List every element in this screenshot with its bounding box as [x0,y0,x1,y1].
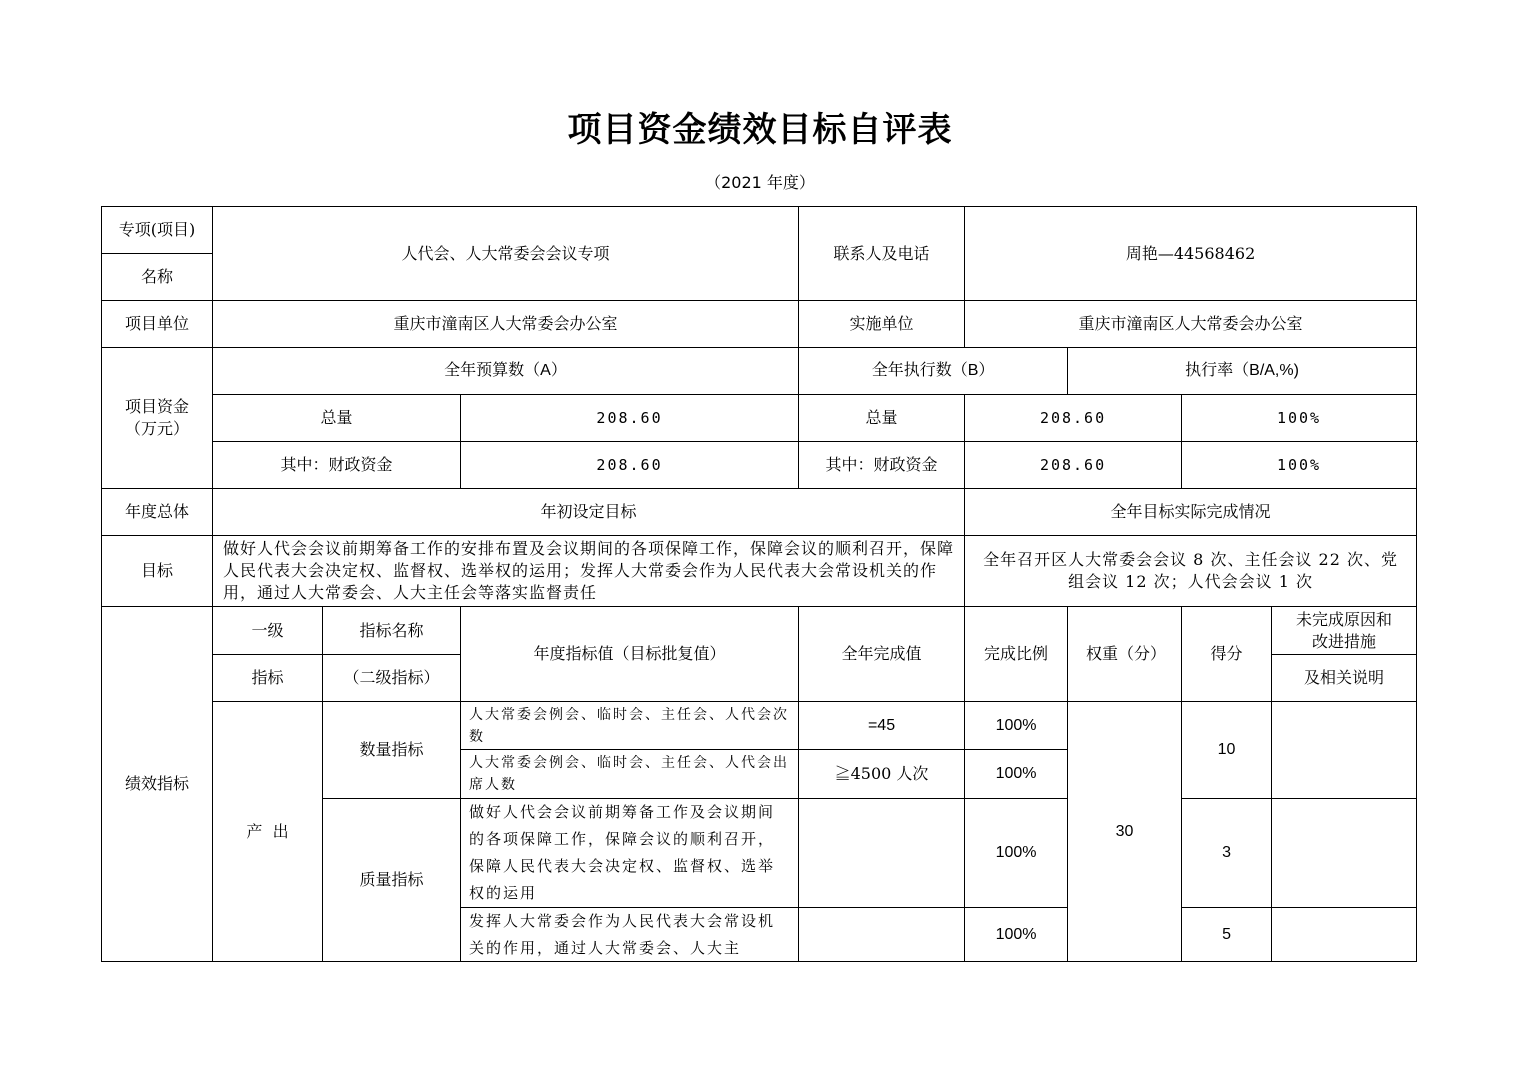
row1-ratio: 100% [965,702,1068,750]
quantity-indicator: 数量指标 [323,702,461,799]
level1-output: 产 出 [213,702,323,962]
reason-header-b: 及相关说明 [1272,655,1417,702]
total-label: 总量 [213,395,461,442]
row2-ratio: 100% [965,750,1068,799]
level1-header-b: 指标 [213,655,323,702]
weight-value: 30 [1068,702,1182,962]
indicator-name-header-a: 指标名称 [323,607,461,655]
row4-target [461,908,799,962]
fiscal-budget: 208.60 [461,442,799,489]
project-unit-label: 项目单位 [102,301,213,348]
quality-indicator: 质量指标 [323,799,461,962]
total-exec: 208.60 [965,395,1182,442]
project-name-value: 人代会、人大常委会会议专项 [213,207,799,301]
row2-completed: ≧4500 人次 [799,750,965,799]
project-name-label-1: 专项(项目) [102,207,213,254]
annual-label-1: 年度总体 [102,489,213,536]
score-header: 得分 [1182,607,1272,702]
ratio-header: 完成比例 [965,607,1068,702]
row4-score: 5 [1182,908,1272,962]
quantity-reason [1272,702,1417,799]
impl-unit-value: 重庆市潼南区人大常委会办公室 [965,301,1417,348]
funds-label: 项目资金（万元） [102,348,213,489]
fiscal-rate: 100% [1182,442,1417,489]
row2-target: 人大常委会例会、临时会、主任会、人代会出席人数 [461,750,799,799]
project-unit-value: 重庆市潼南区人大常委会办公室 [213,301,799,348]
fiscal-exec-label: 其中：财政资金 [799,442,965,489]
exec-header: 全年执行数（B） [799,348,1068,395]
row3-score: 3 [1182,799,1272,908]
annual-actual-text: 全年召开区人大常委会会议 8 次、主任会议 22 次、党组会议 12 次；人代会会议 1 次 [965,536,1417,607]
row4-ratio: 100% [965,908,1068,962]
form-title: 项目资金绩效目标自评表 [567,110,953,150]
row3-reason [1272,799,1417,908]
quantity-score: 10 [1182,702,1272,799]
row4-completed [799,908,965,962]
impl-unit-label: 实施单位 [799,301,965,348]
level1-header-a: 一级 [213,607,323,655]
annual-label-2: 目标 [102,536,213,607]
completed-header: 全年完成值 [799,607,965,702]
performance-label: 绩效指标 [102,607,213,962]
target-header: 年度指标值（目标批复值） [461,607,799,702]
reason-header-a: 未完成原因和改进措施 [1272,607,1417,655]
fiscal-exec: 208.60 [965,442,1182,489]
row4-target-text: 发挥人大常委会作为人民代表大会常设机关的作用，通过人大常委会、人大主 [469,912,776,957]
contact-label: 联系人及电话 [799,207,965,301]
row3-ratio: 100% [965,799,1068,908]
total-exec-label: 总量 [799,395,965,442]
fiscal-label: 其中：财政资金 [213,442,461,489]
total-budget: 208.60 [461,395,799,442]
evaluation-table [101,206,1417,962]
row3-target: 做好人代会会议前期筹备工作及会议期间的各项保障工作，保障会议的顺利召开，保障人民代表大会决定权、监督权、选举权的运用 [461,799,799,908]
total-rate: 100% [1182,395,1417,442]
rate-header: 执行率（B/A,%) [1068,348,1417,395]
project-name-label-2: 名称 [102,254,213,301]
annual-actual-header: 全年目标实际完成情况 [965,489,1417,536]
row1-completed: =45 [799,702,965,750]
contact-value: 周艳—44568462 [965,207,1417,301]
budget-header: 全年预算数（A） [213,348,799,395]
row1-target: 人大常委会例会、临时会、主任会、人代会次数 [461,702,799,750]
year-note: （2021 年度） [705,173,815,192]
row3-completed [799,799,965,908]
weight-header: 权重（分） [1068,607,1182,702]
indicator-name-header-b: （二级指标） [323,655,461,702]
annual-set-text: 做好人代会会议前期筹备工作的安排布置及会议期间的各项保障工作，保障会议的顺利召开，保障人民代表大会决定权、监督权、选举权的运用；发挥人大常委会作为人民代表大会常设机关的作用，通过人大常委会、人大主任会等落实监督责任 [213,536,965,607]
annual-set-header: 年初设定目标 [213,489,965,536]
row4-reason [1272,908,1417,962]
